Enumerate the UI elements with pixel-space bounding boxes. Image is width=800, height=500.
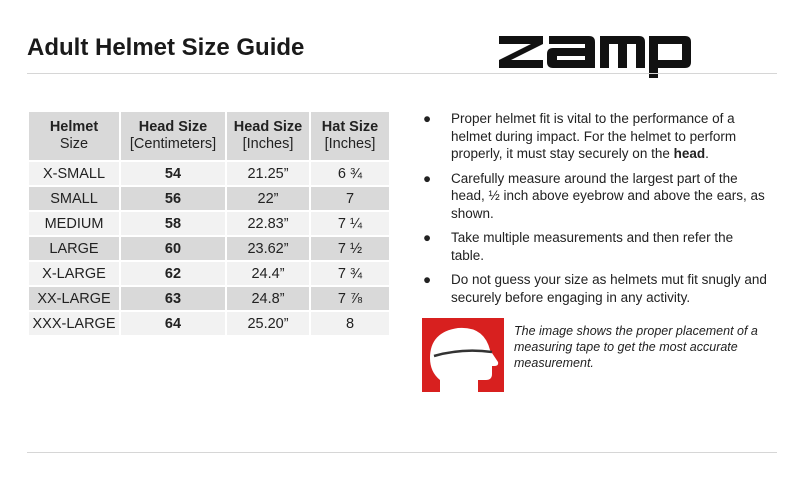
bullet-icon: ● (423, 170, 432, 186)
bottom-divider (27, 452, 777, 453)
list-item: ● Carefully measure around the largest part of the head, ½ inch above eyebrow and above the ears, as shown. (423, 170, 765, 221)
cell-cm: 62 (120, 261, 226, 286)
cell-inches: 24.4” (226, 261, 310, 286)
cell-cm: 54 (120, 161, 226, 186)
header-head-size-inches: Head Size [Inches] (226, 111, 310, 161)
bullet-icon: ● (423, 272, 432, 287)
cell-size: MEDIUM (28, 211, 120, 236)
image-caption: The image shows the proper placement of a measuring tape to get the most accurate measurement. (514, 324, 758, 370)
list-item: ● Do not guess your size as helmets mut fit snugly and securely before engaging in any activity. (423, 272, 767, 305)
cell-size: SMALL (28, 186, 120, 211)
cell-cm: 63 (120, 286, 226, 311)
cell-hat: 7 ¼ (310, 211, 390, 236)
cell-hat: 7 (310, 186, 390, 211)
cell-inches: 22.83” (226, 211, 310, 236)
table-row (28, 161, 390, 186)
cell-hat: 7 ⅞ (310, 286, 390, 311)
cell-hat: 7 ¾ (310, 261, 390, 286)
cell-cm: 56 (120, 186, 226, 211)
cell-inches: 22” (226, 186, 310, 211)
cell-size: X-LARGE (28, 261, 120, 286)
cell-cm: 64 (120, 311, 226, 336)
bullet-icon: ● (423, 230, 432, 245)
cell-size: LARGE (28, 236, 120, 261)
cell-cm: 58 (120, 211, 226, 236)
cell-inches: 25.20” (226, 311, 310, 336)
header-hat-size: Hat Size [Inches] (310, 111, 390, 161)
table-row (28, 186, 390, 211)
table-row (28, 286, 390, 311)
cell-inches: 21.25” (226, 161, 310, 186)
helmet-size-table (27, 110, 391, 337)
table-row (28, 261, 390, 286)
page-title: Adult Helmet Size Guide (27, 34, 305, 61)
list-item: ● Proper helmet fit is vital to the performance of a helmet during impact. For the helmet to perform properly, it must stay securely on the head. (423, 111, 737, 161)
cell-hat: 8 (310, 311, 390, 336)
list-item: ● Take multiple measurements and then refer the table. (423, 230, 734, 263)
head-measurement-icon (422, 318, 504, 392)
table-row (28, 211, 390, 236)
cell-inches: 23.62” (226, 236, 310, 261)
cell-cm: 60 (120, 236, 226, 261)
header-helmet-size: Helmet Size (28, 111, 120, 161)
table-row (28, 311, 390, 336)
table-row (28, 236, 390, 261)
top-divider (27, 73, 777, 74)
cell-inches: 24.8” (226, 286, 310, 311)
cell-hat: 7 ½ (310, 236, 390, 261)
cell-size: XXX-LARGE (28, 311, 120, 336)
bullet-icon: ● (423, 111, 432, 126)
fit-instructions-list (423, 110, 768, 313)
header-head-size-cm: Head Size [Centimeters] (120, 111, 226, 161)
cell-hat: 6 ¾ (310, 161, 390, 186)
table-header-row (28, 111, 390, 161)
cell-size: X-SMALL (28, 161, 120, 186)
cell-size: XX-LARGE (28, 286, 120, 311)
